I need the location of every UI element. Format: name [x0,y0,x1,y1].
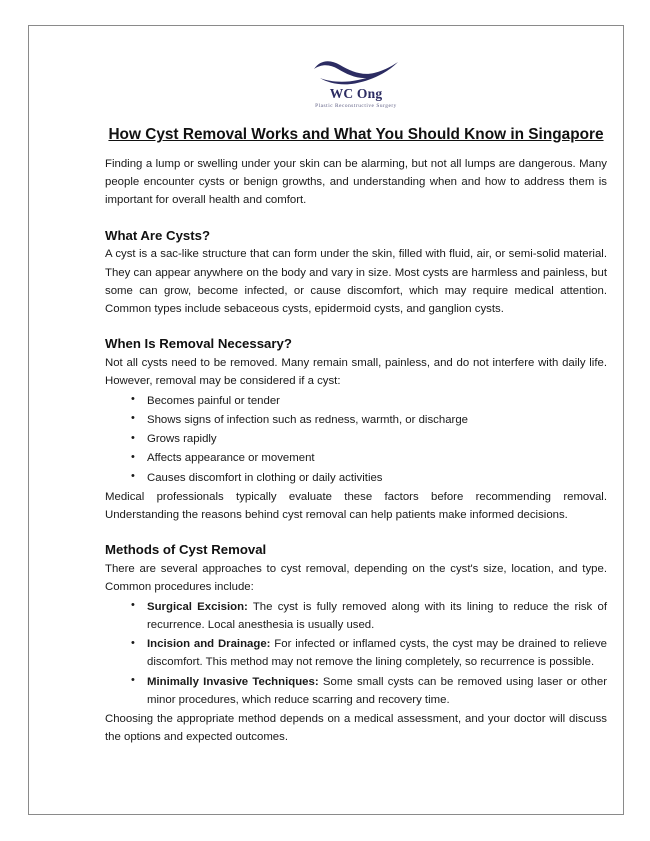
list-item: • Causes discomfort in clothing or daily activities [105,469,607,487]
method-term: Surgical Excision: [147,600,248,613]
list-item [105,635,607,672]
document-content [105,56,607,747]
wave-swoosh-icon [310,56,402,86]
list-item: • Becomes painful or tender [105,392,607,410]
intro-paragraph: Finding a lump or swelling under your skin can be alarming, but not all lumps are dangerous. Many people encounter cysts or benign growths, and understanding when and how to address them is important for overall health and comfort. [105,157,607,207]
list-item: • Affects appearance or movement [105,449,607,467]
section-heading-what-are-cysts: What Are Cysts? [105,227,211,243]
method-description: The cyst is fully removed along with its lining to reduce the risk of recurrence. Local anesthesia is usually used. [147,600,607,631]
method-term: Minimally Invasive Techniques: [147,675,319,688]
removal-reasons-list [105,392,607,487]
list-item: • Grows rapidly [105,430,607,448]
section-heading-when-is-removal-necessary: When Is Removal Necessary? [105,336,292,352]
list-item [105,673,607,710]
method-description: Some small cysts can be removed using laser or other minor procedures, which reduce scarring and recovery time. [147,675,608,706]
list-item [105,598,607,635]
section-closing-when-is-removal-necessary: Medical professionals typically evaluate these factors before recommending removal. Understanding the reasons behind cyst removal can help patients make informed decisions. [105,490,607,522]
document-page-border [28,25,624,815]
section-closing-methods-of-cyst-removal: Choosing the appropriate method depends on a medical assessment, and your doctor will discuss the options and expected outcomes. [105,713,607,744]
removal-methods-list [105,598,607,710]
section-paragraph-what-are-cysts: A cyst is a sac-like structure that can form under the skin, filled with fluid, air, or semi-solid material. They can appear anywhere on the body and vary in size. Most cysts are harmless and painless, but some can grow, become infected, or cause discomfort, which may require medical attention. Common types include sebaceous cysts, epidermoid cysts, and ganglion cysts. [105,248,607,316]
section-paragraph-when-is-removal-necessary: Not all cysts need to be removed. Many remain small, painless, and do not interfere with daily life. However, removal may be considered if a cyst: [105,357,607,388]
logo-tagline: Plastic Reconstructive Surgery [315,102,397,109]
company-logo [105,56,607,109]
method-term: Incision and Drainage: [147,638,271,651]
logo-company-name: WC Ong [329,86,383,101]
list-item: • Shows signs of infection such as redness, warmth, or discharge [105,411,607,429]
section-heading-methods-of-cyst-removal: Methods of Cyst Removal [105,542,267,558]
page-title: How Cyst Removal Works and What You Should Know in Singapore [108,125,604,143]
method-description: For infected or inflamed cysts, the cyst may be drained to relieve discomfort. This method may not remove the lining completely, so recurrence is possible. [147,638,608,669]
section-paragraph-methods-of-cyst-removal: There are several approaches to cyst removal, depending on the cyst's size, location, and type. Common procedures include: [105,563,607,594]
